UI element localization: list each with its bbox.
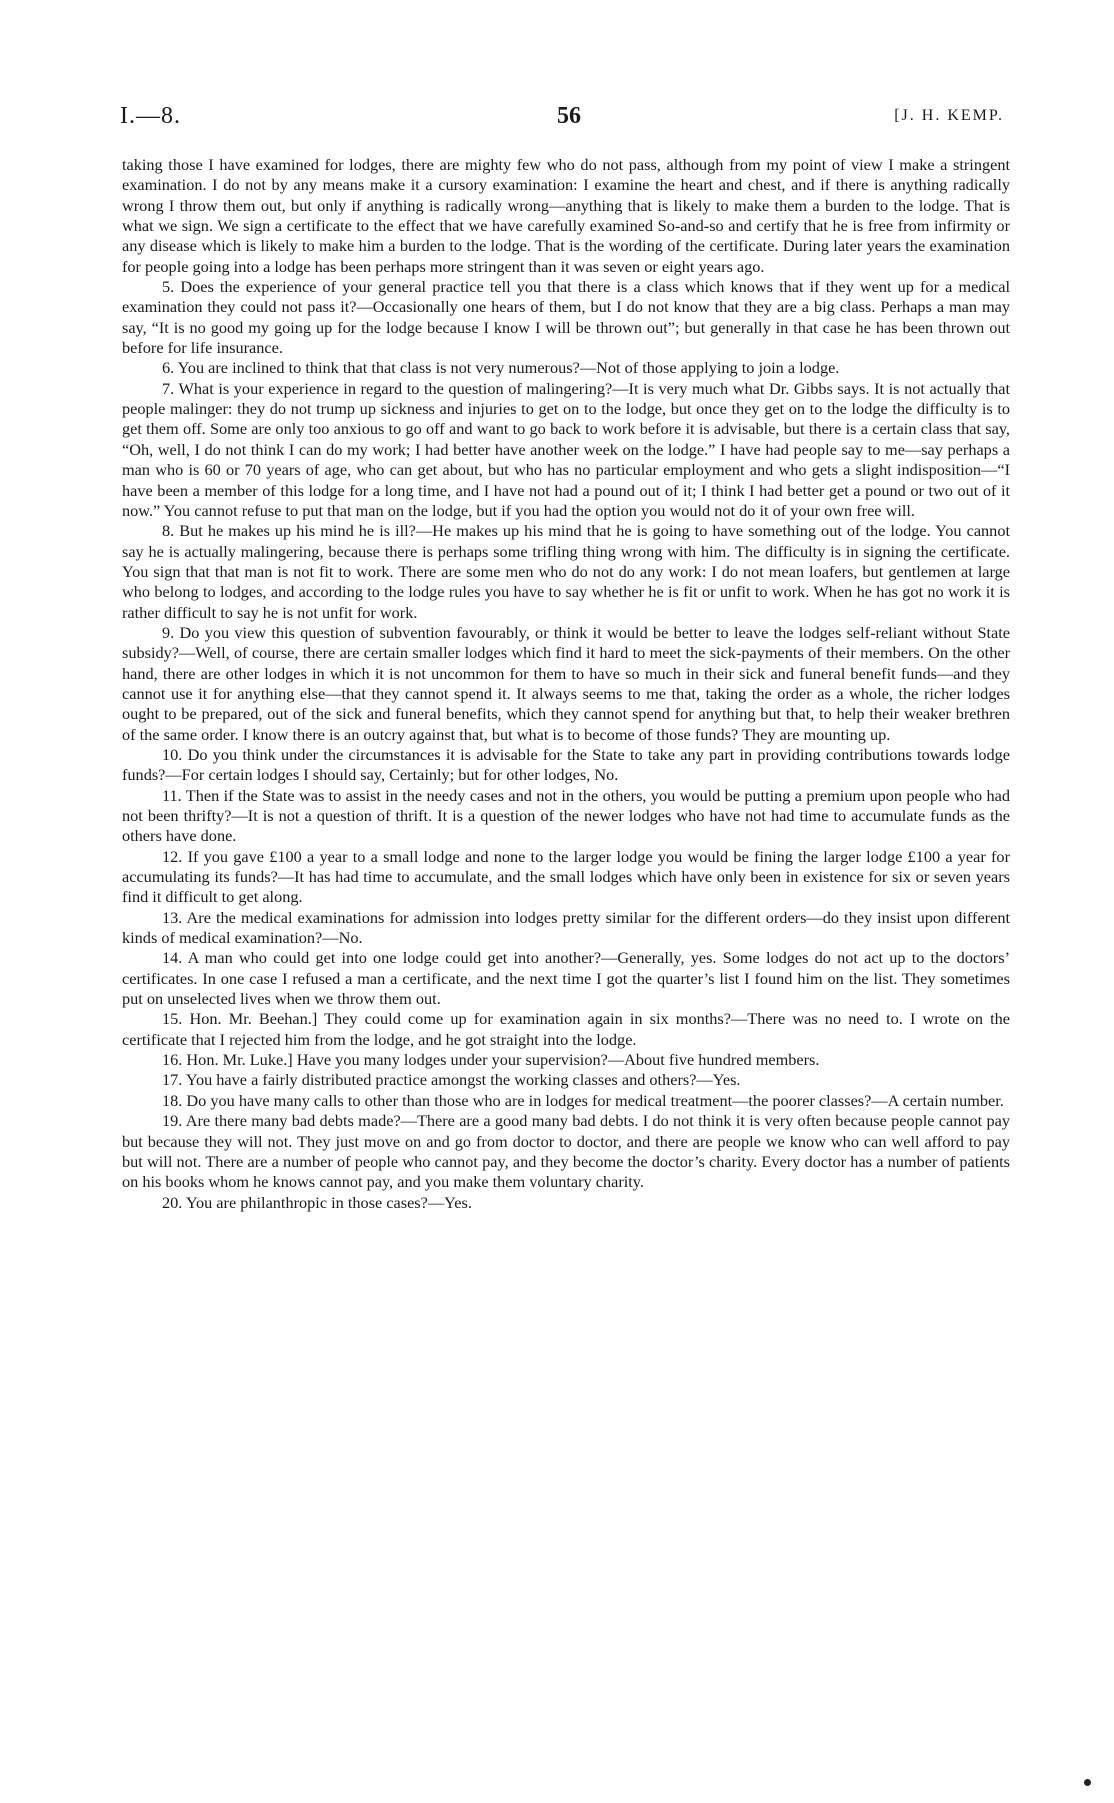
question-13: 13. Are the medical examinations for admission into lodges pretty similar for the different orders—do they insist upon different kinds of medical examination?—No.: [122, 907, 1010, 948]
paragraph-continuation: taking those I have examined for lodges, there are mighty few who do not pass, although from my point of view I make a stringent examination. I do not by any means make it a cursory examination: I examine the heart and chest, and if there is anything radically wrong I throw them out, but only if anything is radically wrong—anything that is likely to make them a burden to the lodge. That is what we sign. We sign a certificate to the effect that we have carefully examined So-and-so and certify that he is free from infirmity or any disease which is likely to make him a burden to the lodge. That is the wording of the certificate. During later years the examination for people going into a lodge has been perhaps more stringent than it was seven or eight years ago.: [122, 155, 1010, 276]
question-8: 8. But he makes up his mind he is ill?—He makes up his mind that he is going to have something out of the lodge. You cannot say he is actually malingering, because there is perhaps some trifling thing wrong with him. The difficulty is in signing the certificate. You sign that that man is not fit to work. There are some men who do not do any work: I do not mean loafers, but gentlemen at large who belong to lodges, and according to the lodge rules you have to say whether he is fit or unfit to work. When he has got no work it is rather difficult to say he is not unfit for work.: [122, 521, 1010, 622]
witness-name: [J. H. KEMP.: [894, 107, 1004, 124]
question-10: 10. Do you think under the circumstances it is advisable for the State to take any part in providing contributions towards lodge funds?—For certain lodges I should say, Certainly; but for other lodges, No.: [122, 744, 1010, 785]
parliamentary-paper-reference: I.—8.: [120, 103, 181, 129]
question-12: 12. If you gave £100 a year to a small lodge and none to the larger lodge you would be fining the larger lodge £100 a year for accumulating its funds?—It has had time to accumulate, and the small lodges which have only been in existence for six or seven years find it difficult to get along.: [122, 846, 1010, 907]
page-number: 56: [557, 103, 581, 129]
question-15: 15. Hon. Mr. Beehan.] They could come up for examination again in six months?—There was no need to. I wrote on the certificate that I rejected him from the lodge, and he got straight into the lodge.: [122, 1009, 1010, 1049]
question-6: 6. You are inclined to think that that class is not very numerous?—Not of those applying to join a lodge.: [162, 358, 840, 378]
page-body: [122, 155, 1010, 1213]
question-16: 16. Hon. Mr. Luke.] Have you many lodges under your supervision?—About five hundred members.: [162, 1050, 820, 1070]
question-17: 17. You have a fairly distributed practice amongst the working classes and others?—Yes.: [162, 1070, 741, 1090]
question-5: 5. Does the experience of your general practice tell you that there is a class which knows that if they went up for a medical examination they could not pass it?—Occasionally one hears of them, but I do not know that they are a big class. Perhaps a man may say, “It is no good my going up for the lodge because I know I will be thrown out”; but generally in that case he has been thrown out before for life insurance.: [122, 277, 1010, 358]
question-19: 19. Are there many bad debts made?—There are a good many bad debts. I do not think it is very often because people cannot pay but because they will not. They just move on and go from doctor to doctor, and there are people we know who can well afford to pay but will not. There are a number of people who cannot pay, and they become the doctor’s charity. Every doctor has a number of patients on his books whom he knows cannot pay, and you make them voluntary charity.: [122, 1111, 1010, 1192]
question-7: 7. What is your experience in regard to the question of malingering?—It is very much what Dr. Gibbs says. It is not actually that people malinger: they do not trump up sickness and injuries to get on to the lodge, but once they get on to the lodge the difficulty is to get them off. Some are only too anxious to go off and want to go back to work before it is advisable, but there is a certain class that say, “Oh, well, I do not think I can do my work; I had better have another week on the lodge.” I have had people say to me—say perhaps a man who is 60 or 70 years of age, who can get about, but who has no particular employment and who gets a slight indisposition—“I have been a member of this lodge for a long time, and I have not had a pound out of it; I think I had better get a pound or two out of it now.” You cannot refuse to put that man on the lodge, but if you had the option you would not do it of your own free will.: [122, 378, 1010, 520]
question-14: 14. A man who could get into one lodge could get into another?—Generally, yes. Some lodges do not act up to the doctors’ certificates. In one case I refused a man a certificate, and the next time I got the quarter’s list I found him on the list. They sometimes put on unselected lives when we throw them out.: [122, 948, 1010, 1009]
question-18: 18. Do you have many calls to other than those who are in lodges for medical treatment—the poorer classes?—A certain number.: [162, 1090, 1004, 1110]
question-20: 20. You are philanthropic in those cases?—Yes.: [162, 1192, 472, 1212]
question-11: 11. Then if the State was to assist in the needy cases and not in the others, you would be putting a premium upon people who had not been thrifty?—It is not a question of thrift. It is a question of the newer lodges who have not had time to accumulate funds as the others have done.: [122, 785, 1010, 846]
page-header: [120, 103, 1004, 133]
question-9: 9. Do you view this question of subvention favourably, or think it would be better to leave the lodges self-reliant without State subsidy?—Well, of course, there are certain smaller lodges which find it hard to meet the sick-payments of their members. On the other hand, there are other lodges in which it is not uncommon for them to have so much in their sick and funeral benefit funds—and they cannot use it for anything else—that they cannot spend it. It always seems to me that, taking the order as a whole, the richer lodges ought to be prepared, out of the sick and funeral benefits, which they cannot spend for anything but that, to help their weaker brethren of the same order. I know there is an outcry against that, but what is to become of those funds? They are mounting up.: [122, 622, 1010, 744]
page-corner-dot: [1084, 1779, 1091, 1786]
